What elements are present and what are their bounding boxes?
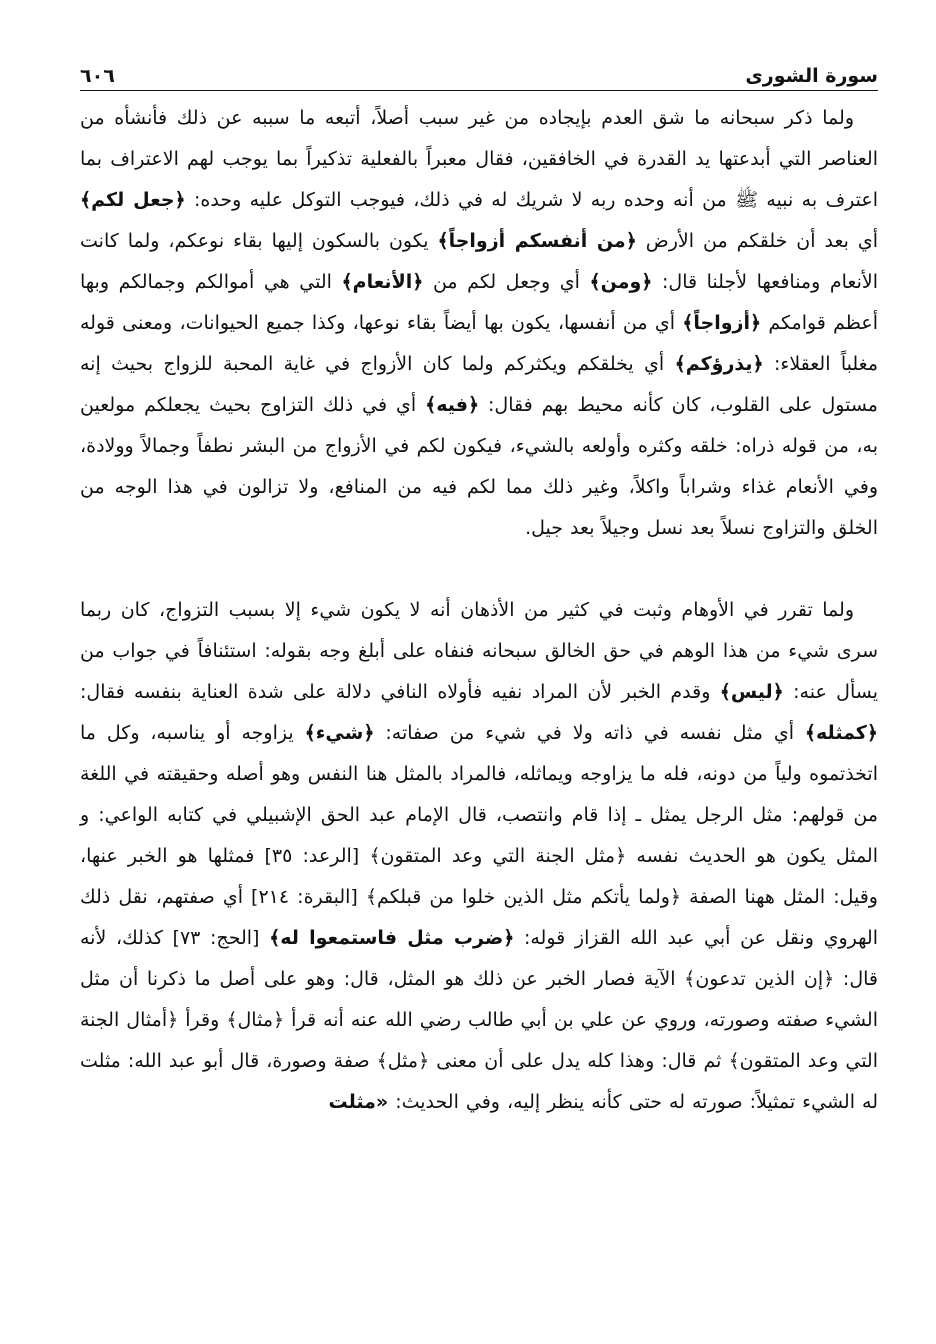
quran-quote: ﴿من أنفسكم أزواجاً﴾ — [437, 230, 637, 252]
text-run: أي بعد أن خلقكم من الأرض — [636, 230, 878, 252]
text-run: أي مثل نفسه في ذاته ولا في شيء من صفاته: — [374, 722, 805, 744]
text-run: التي هي أموالكم وجمالكم وبها أعظم قوامكم — [80, 271, 878, 334]
quran-quote: ﴿شيء﴾ — [304, 722, 375, 744]
quran-quote: «مثلت — [328, 1091, 389, 1113]
quran-quote: ﴿الأنعام﴾ — [341, 271, 424, 293]
paragraph — [80, 98, 878, 549]
text-run: يكون بالسكون إليها بقاء نوعكم، ولما كانت الأنعام ومنافعها لأجلنا قال: — [80, 230, 878, 293]
text-run: ولما تقرر في الأوهام وثبت في كثير من الأذهان أنه لا يكون شيء إلا بسبب التزواج، كان ربما سرى شيء من هذا الوهم في حق الخالق سبحانه فنفاه على أبلغ وجه بقوله: استئنافاً في جواب من يسأل عنه: — [80, 599, 878, 703]
text-run: أي وجعل لكم من — [423, 271, 590, 293]
paragraph — [80, 590, 878, 1123]
quran-quote: ﴿فيه﴾ — [425, 394, 480, 416]
quran-quote: ﴿يذرؤكم﴾ — [674, 353, 764, 375]
text-run: أي من أنفسها، يكون بها أيضاً بقاء نوعها، وكذا جميع الحيوانات، ومعنى قوله مغلباً العقلاء: — [80, 312, 878, 375]
quran-quote: ﴿جعل لكم﴾ — [80, 189, 186, 211]
quran-quote: ﴿كمثله﴾ — [804, 722, 878, 744]
page-number: ٦٠٦ — [80, 65, 115, 87]
quran-quote: ﴿ومن﴾ — [589, 271, 653, 293]
quran-quote: ﴿ليس﴾ — [719, 681, 784, 703]
text-run: وقدم الخبر لأن المراد نفيه فأولاه النافي دلالة على شدة العناية بنفسه فقال: — [80, 681, 720, 703]
text-run: أي في ذلك التزاوج بحيث يجعلكم مولعين به، من قوله ذراه: خلقه وكثره وأولعه بالشيء، فيكون لكم في الأزواج من البشر نطفاً وجمالاً وولادة، وفي الأنعام غذاء وشراباً واكلاً، وغير ذلك مما لكم فيه من المنافع، ولا تزالون في هذا الوجه من الخلق والتزاوج نسلاً بعد نسل وجيلاً بعد جيل. — [80, 394, 878, 539]
text-run: [الحج: ٧٣] كذلك، لأنه قال: ﴿إن الذين تدعون﴾ الآية فصار الخبر عن ذلك هو المثل، قال: وهو على أصل ما ذكرنا أن مثل الشيء صفته وصورته، وروي عن علي بن أبي طالب رضي الله عنه أنه قرأ ﴿مثال﴾ وقرأ ﴿أمثال الجنة التي وعد المتقون﴾ ثم قال: وهذا كله يدل على أن معنى ﴿مثل﴾ صفة وصورة، قال أبو عبد الله: مثلت له الشيء تمثيلاً: صورته له حتى كأنه ينظر إليه، وفي الحديث: — [80, 927, 878, 1113]
quran-quote: ﴿أزواجاً﴾ — [682, 312, 762, 334]
text-run: يزاوجه أو يناسبه، وكل ما اتخذتموه ولياً من دونه، فله ما يزاوجه ويماثله، فالمراد بالمثل هنا النفس وهو أصله وحقيقته في اللغة من قولهم: مثل الرجل يمثل ـ إذا قام وانتصب، قال الإمام عبد الحق الإشبيلي في كتابه الواعي: و المثل يكون هو الحديث نفسه ﴿مثل الجنة التي وعد المتقون﴾ [الرعد: ٣٥] فمثلها هو الخبر عنها، وقيل: المثل ههنا الصفة ﴿ولما يأتكم مثل الذين خلوا من قبلكم﴾ [البقرة: ٢١٤] أي صفتهم، نقل ذلك الهروي ونقل عن أبي عبد الله القزاز قوله: — [80, 722, 878, 949]
text-run: أي يخلقكم ويكثركم ولما كان الأزواج في غاية المحبة للزواج بحيث إنه مستول على القلوب، كان كأنه محيط بهم فقال: — [80, 353, 878, 416]
quran-quote: ﴿ضرب مثل فاستمعوا له﴾ — [269, 927, 515, 949]
running-header — [80, 56, 878, 91]
body-text — [80, 98, 878, 1123]
text-run: ولما ذكر سبحانه ما شق العدم بإيجاده من غير سبب أصلاً، أتبعه ما سببه عن ذلك فأنشأه من العناصر التي أبدعتها يد القدرة في الخافقين، فقال معبراً بالفعلية تذكيراً بما يوجب لهم الاعتراف بما اعترف به نبيه ﷺ من أنه وحده ربه لا شريك له في ذلك، فيوجب التوكل عليه وحده: — [80, 107, 879, 211]
surah-title: سورة الشورى — [745, 65, 878, 87]
